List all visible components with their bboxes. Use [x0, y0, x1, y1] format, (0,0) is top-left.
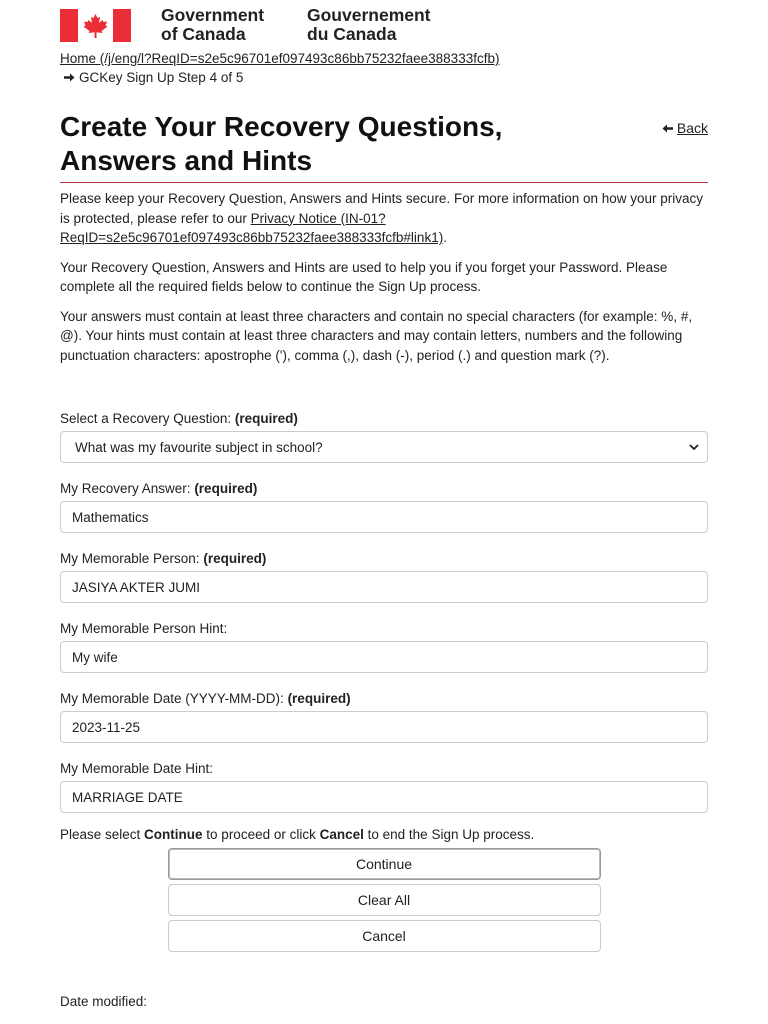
memorable-person-input[interactable]: JASIYA AKTER JUMI	[60, 571, 708, 603]
privacy-notice-link[interactable]: Privacy Notice (IN-01?ReqID=s2e5c96701ef097493c86bb75232faee388333fcfb#link1)	[60, 210, 444, 245]
memorable-date-hint-label: My Memorable Date Hint:	[60, 761, 214, 776]
memorable-person-label	[60, 549, 708, 569]
required-marker: (required)	[194, 481, 258, 496]
canada-flag-icon	[60, 9, 131, 42]
gov-en-line1: Government	[161, 5, 265, 25]
title-divider	[60, 182, 708, 183]
chevron-down-icon	[689, 444, 699, 451]
instructions-continue-word: Continue	[144, 827, 203, 842]
memorable-date-input[interactable]: 2023-11-25	[60, 711, 708, 743]
page-title: Create Your Recovery Questions, Answers and Hints	[60, 111, 503, 176]
arrow-left-icon	[662, 124, 673, 133]
gov-fr-line1: Gouvernement	[307, 5, 431, 25]
intro-paragraph-3: Your answers must contain at least three characters and contain no special characters (for example: %, #, @). Your hints must contain at least three characters and may contain letters, numbers and the following punctuation characters: apostrophe ('), comma (,), dash (-), period (.) and question mark (?).	[60, 308, 693, 363]
recovery-answer-input[interactable]: Mathematics	[60, 501, 708, 533]
intro-paragraph-2: Your Recovery Question, Answers and Hints are used to help you if you forget your Password. Please complete all the required fields below to continue the Sign Up process.	[60, 259, 668, 294]
recovery-question-label	[60, 409, 708, 429]
instructions-pre: Please select	[60, 827, 145, 842]
instructions-mid: to proceed or click	[202, 827, 320, 842]
form-instructions	[60, 825, 708, 845]
back-link[interactable]	[662, 120, 708, 136]
instructions-post: to end the Sign Up process.	[363, 827, 535, 842]
intro-p1-text: Please keep your Recovery Question, Answers and Hints secure. For more information on how your privacy is protected, please refer to our	[60, 191, 704, 226]
required-marker: (required)	[234, 411, 298, 426]
memorable-date-label	[60, 689, 708, 709]
recovery-question-select[interactable]	[60, 431, 708, 463]
memorable-person-label-text: My Memorable Person:	[60, 551, 200, 566]
memorable-date-label-text: My Memorable Date (YYYY-MM-DD):	[60, 691, 284, 706]
form-buttons	[60, 848, 708, 952]
intro-paragraph-1	[60, 189, 708, 248]
memorable-date-hint-input[interactable]: MARRIAGE DATE	[60, 781, 708, 813]
breadcrumb-home-link[interactable]: Home (/j/eng/l?ReqID=s2e5c96701ef097493c86bb75232faee388333fcfb)	[60, 51, 500, 66]
intro-text	[60, 189, 708, 375]
memorable-person-hint-label: My Memorable Person Hint:	[60, 621, 228, 636]
clear-all-button[interactable]: Clear All	[168, 884, 601, 916]
required-marker: (required)	[287, 691, 351, 706]
instructions-cancel-word: Cancel	[319, 827, 364, 842]
breadcrumb-current-label: GCKey Sign Up Step 4 of 5	[79, 70, 244, 85]
government-of-canada-wordmark	[161, 6, 264, 44]
recovery-answer-label-text: My Recovery Answer:	[60, 481, 191, 496]
breadcrumb-current	[60, 68, 720, 87]
back-link-label: Back	[676, 120, 708, 136]
gov-fr-line2: du Canada	[307, 24, 397, 44]
gov-en-line2: of Canada	[161, 24, 246, 44]
date-modified-label: Date modified:	[60, 994, 148, 1009]
cancel-button[interactable]: Cancel	[168, 920, 601, 952]
intro-p1-end: .	[443, 230, 447, 245]
recovery-question-value: What was my favourite subject in school?	[75, 439, 323, 455]
memorable-person-hint-input[interactable]: My wife	[60, 641, 708, 673]
required-marker: (required)	[203, 551, 267, 566]
recovery-question-label-text: Select a Recovery Question:	[60, 411, 232, 426]
arrow-right-icon	[64, 73, 75, 82]
continue-button[interactable]: Continue	[168, 848, 601, 880]
recovery-answer-label	[60, 479, 708, 499]
gouvernement-du-canada-wordmark	[307, 6, 431, 44]
recovery-form	[60, 409, 708, 952]
breadcrumb	[60, 49, 720, 87]
